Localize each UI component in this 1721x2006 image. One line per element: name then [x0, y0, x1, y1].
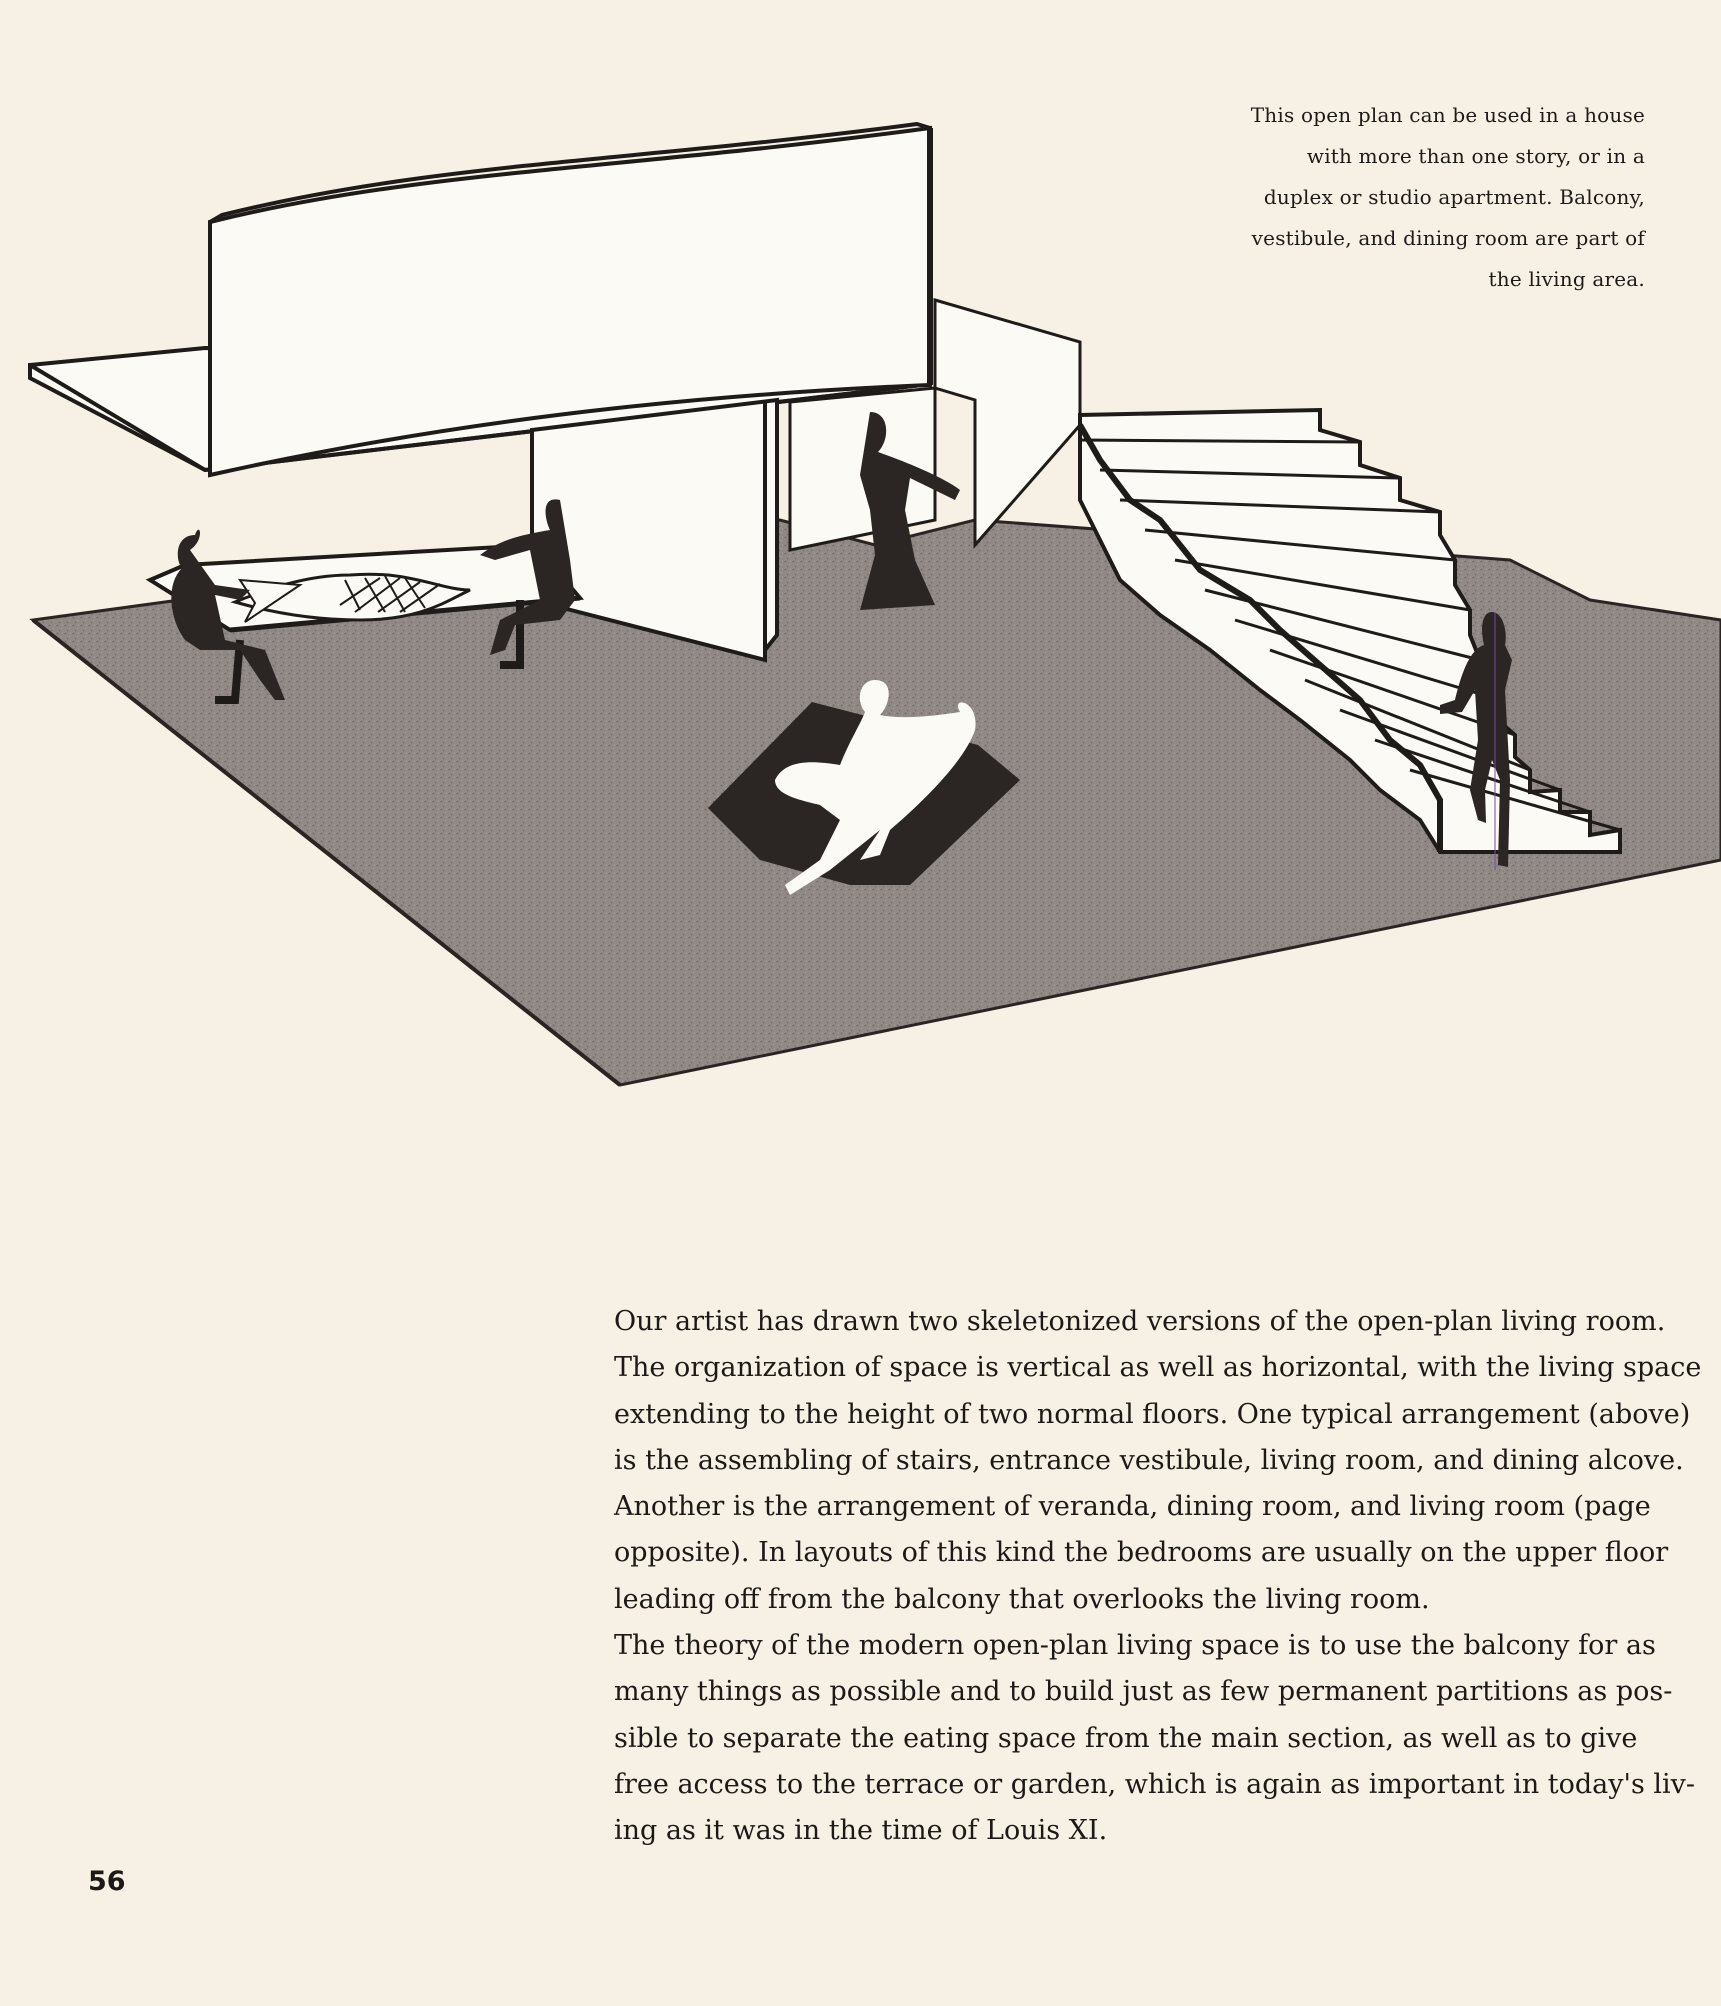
body-line: The theory of the modern open-plan living space is to use the balcony for as — [614, 1630, 1656, 1662]
body-line: ing as it was in the time of Louis XI. — [614, 1815, 1108, 1847]
caption-line: with more than one story, or in a — [1306, 144, 1645, 168]
rear-wall — [935, 300, 1080, 545]
caption-line: vestibule, and dining room are part of — [1251, 226, 1645, 250]
body-line: extending to the height of two normal floors. One typical arrangement (above) — [614, 1398, 1691, 1430]
body-line: opposite). In layouts of this kind the bedrooms are usually on the upper floor — [614, 1537, 1669, 1569]
page-number: 56 — [88, 1866, 126, 1897]
body-line: free access to the terrace or garden, which is again as important in today's liv- — [614, 1768, 1696, 1800]
caption-line: This open plan can be used in a house — [1250, 103, 1645, 127]
body-line: many things as possible and to build just as few permanent partitions as pos- — [614, 1676, 1673, 1708]
body-line: The organization of space is vertical as well as horizontal, with the living space — [614, 1352, 1702, 1384]
caption-line: duplex or studio apartment. Balcony, — [1263, 185, 1645, 209]
body-line: leading off from the balcony that overlooks the living room. — [614, 1583, 1430, 1615]
body-line: sible to separate the eating space from the main section, as well as to give — [614, 1722, 1638, 1754]
body-text — [614, 1299, 1702, 1855]
body-line: is the assembling of stairs, entrance vestibule, living room, and dining alcove. — [614, 1444, 1684, 1476]
illustration-caption — [1160, 95, 1645, 300]
caption-line: the living area. — [1488, 267, 1645, 291]
body-line: Another is the arrangement of veranda, dining room, and living room (page — [614, 1491, 1651, 1523]
body-line: Our artist has drawn two skeletonized versions of the open-plan living room. — [614, 1306, 1666, 1337]
